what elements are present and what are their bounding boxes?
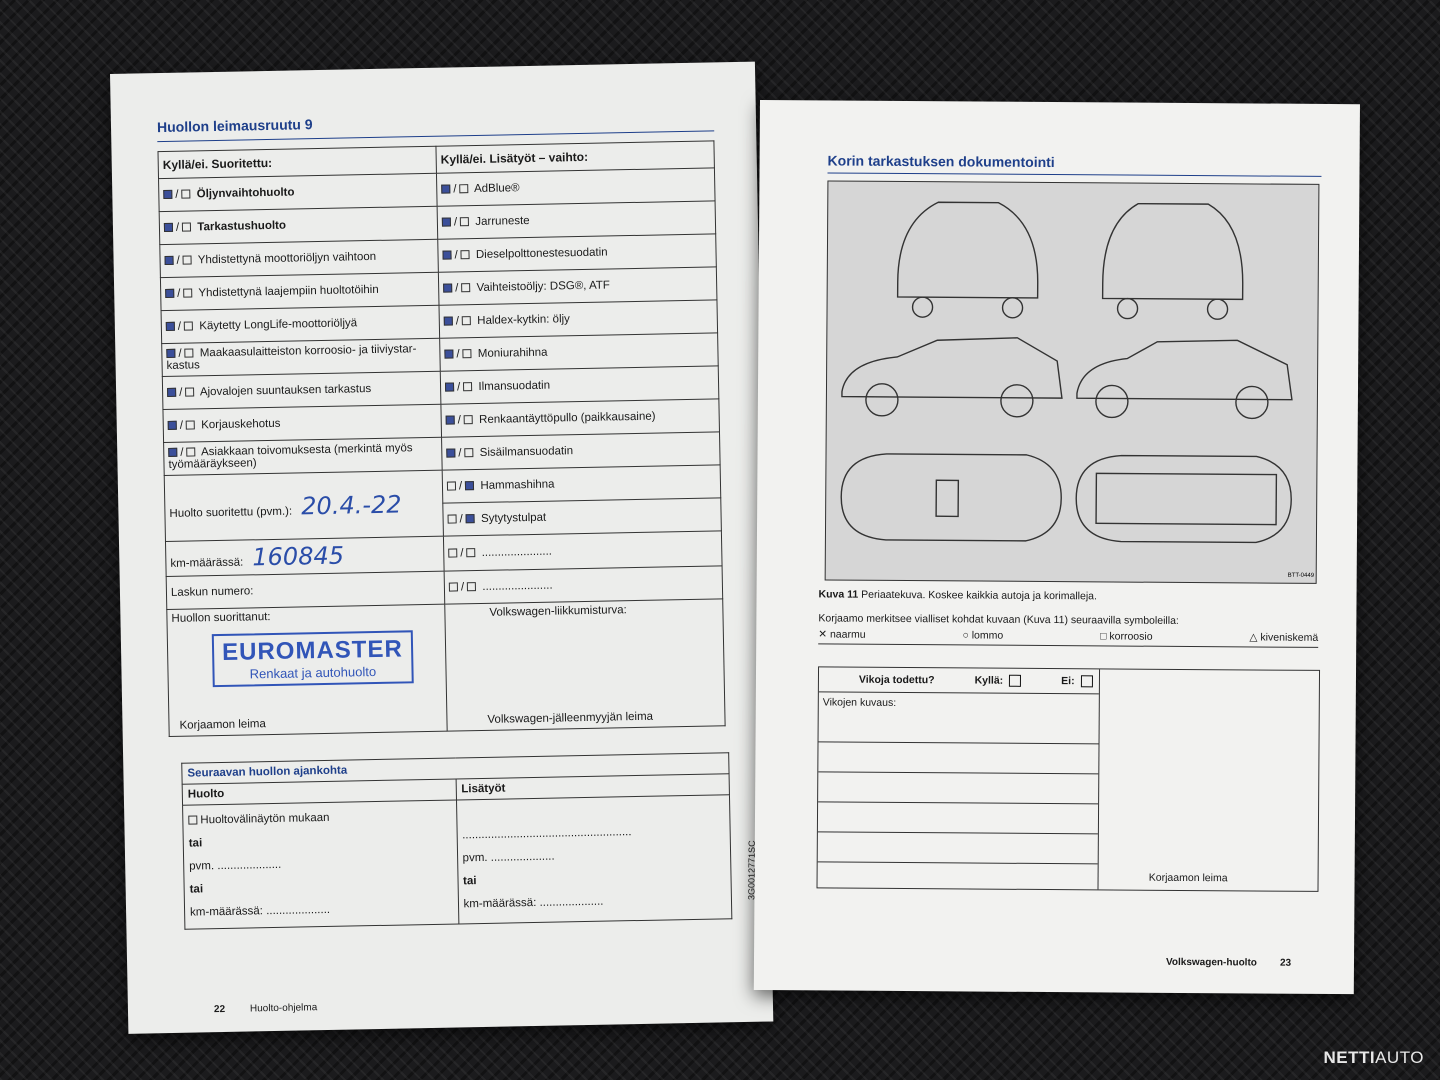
performed-item: Ajovalojen suuntauksen tarkastus [199,383,372,399]
left-page [110,62,773,1034]
service-row: / Ajovalojen suuntauksen tarkastus / Ilmansuodatin [162,366,719,410]
next-col2: Lisätyöt [456,774,730,800]
defects-box: Vikoja todettu? Kyllä: Ei: Vikojen kuvaus: Korjaamon leima [816,666,1320,891]
extra-date: pvm. .................... [462,850,555,865]
workshop-stamp-label: Korjaamon leima [179,718,266,732]
performed-item: Yhdistettynä moottoriöljyn vaihtoon [197,250,377,267]
right-footer: Volkswagen-huolto [1165,956,1257,969]
service-row: / Maakaasulaitteiston korroosio- ja tiiviystar-kastus / Moniurahihna [162,333,719,377]
right-page [746,100,1360,994]
symbol-legend [818,612,1318,647]
defects-description-label: Vikojen kuvaus: [822,696,897,710]
km-cell [165,536,444,576]
extra-item: Sisäilmansuodatin [479,445,574,459]
extra-row: / ...................... [444,566,723,604]
service-table [157,140,725,737]
document-code: 3G0012771SC [746,840,757,900]
left-footer: Huolto-ohjelma [249,1002,318,1015]
left-page-title: Huollon leimausruutu 9 [156,116,313,136]
service-date-value: 20.4.-22 [300,489,402,520]
car-outlines [826,181,1319,582]
extra-work-cell: ..................................................... pvm. .................... tai km-määrässä: .................... [456,795,732,924]
km-label: km-määrässä: [170,556,244,570]
performed-item: Maakaasulaitteiston korroosio- ja tiiviystar-kastus [166,343,417,372]
right-title-rule [827,172,1321,176]
yes-checkbox[interactable] [1009,675,1021,687]
service-date-cell [164,470,443,541]
defects-question: Vikoja todettu? [858,673,935,687]
service-date-label: Huolto suoritettu (pvm.): [169,505,293,520]
right-page-title: Korin tarkastuksen dokumentointi [827,152,1055,171]
euromaster-stamp [212,630,414,687]
service-row: / Yhdistettynä laajempiin huoltotöihin / Vaihteistoöljy: DSG®, ATF [160,267,717,311]
extra-item: Dieselpolttonestesuodatin [475,246,608,262]
performed-item: Asiakkaan toivomuksesta (merkintä myös työmääräykseen) [168,442,413,471]
performed-label: Huollon suorittanut: [171,611,271,625]
extra-item: Renkaantäyttöpullo (paikkausaine) [479,410,656,426]
extra-work-line: ..................................................... [462,826,632,842]
service-rows [159,168,721,476]
next-service-cell: Huoltovälinäytön mukaan tai pvm. .................... tai km-määrässä: .................... [183,800,459,929]
performed-item: Tarkastushuolto [197,219,287,234]
no-checkbox[interactable] [1081,675,1093,687]
figure-code: BTT-0449 [1287,572,1315,579]
performed-item: Öljynvaihtohuolto [196,186,295,201]
figure-caption: Kuva 11 Periaatekuva. Koskee kaikkia autoja ja korimalleja. [818,588,1098,603]
performed-item: Korjauskehotus [201,417,281,432]
stamp-name: EUROMASTER [221,635,404,666]
km-value: 160845 [252,541,345,572]
performed-cell [167,604,447,736]
legend-corrosion: □ korroosio [1100,630,1153,643]
legend-dent: ○ lommo [962,629,1004,642]
col1-header: Kyllä/ei. Suoritettu: [158,146,436,178]
extra-item: Vaihteistoöljy: DSG®, ATF [476,279,610,295]
legend-scratch: ✕ naarmu [818,628,866,641]
next-service-table [181,752,732,929]
invoice-cell: Laskun numero: [166,571,445,609]
guarantee-label: Volkswagen-liikkumisturva: [489,604,627,619]
legend-stonechip: △ kiveniskemä [1249,631,1319,644]
right-page-number: 23 [1279,957,1292,969]
service-row: / Korjauskehotus / Renkaantäyttöpullo (paikkausaine) [163,399,720,443]
service-row: / Asiakkaan toivomuksesta (merkintä myös työmääräykseen) / Sisäilmansuodatin [164,432,721,476]
extra-row: / ...................... [443,531,722,571]
col2-header: Kyllä/ei. Lisätyöt – vaihto: [436,141,714,173]
service-row: / Tarkastushuolto / Jarruneste [159,201,716,245]
performed-item: Käytetty LongLife-moottoriöljyä [199,317,358,333]
service-row: / Yhdistettynä moottoriöljyn vaihtoon / Dieselpolttonestesuodatin [160,234,717,278]
stamp-tagline: Renkaat ja autohuolto [249,664,377,682]
extra-row: / Sytytystulpat [443,498,722,536]
extra-item: Ilmansuodatin [478,379,551,393]
left-page-number: 22 [213,1003,226,1016]
extra-item: Jarruneste [475,214,530,229]
next-date: pvm. .................... [189,858,282,873]
extra-km: km-määrässä: .................... [463,895,604,911]
service-row: / Käytetty LongLife-moottoriöljyä / Haldex-kytkin: öljy [161,300,718,344]
legend-intro: Korjaamo merkitsee vialliset kohdat kuvaan (Kuva 11) seuraavilla symboleilla: [818,612,1179,627]
next-service-title: Seuraavan huollon ajankohta [182,753,729,784]
extra-item: Moniurahihna [477,346,548,360]
car-diagram [825,180,1320,583]
extra-row: / Hammashihna [442,465,721,503]
interval-option: Huoltovälinäytön mukaan [200,811,330,827]
extra-item: Haldex-kytkin: öljy [477,313,570,327]
performed-item: Yhdistettynä laajempiin huoltotöihin [198,283,379,300]
service-row: / Öljynvaihtohuolto / AdBlue® [159,168,716,212]
extra-item: AdBlue® [473,182,520,196]
next-col1: Huolto [182,779,456,805]
guarantee-cell [445,599,725,731]
nettiauto-watermark: NETTIAUTO [1323,1048,1424,1067]
dealer-stamp-label: Volkswagen-jälleenmyyjän leima [487,710,654,726]
next-km: km-määrässä: .................... [189,903,331,919]
right-workshop-stamp-label: Korjaamon leima [1148,871,1228,885]
